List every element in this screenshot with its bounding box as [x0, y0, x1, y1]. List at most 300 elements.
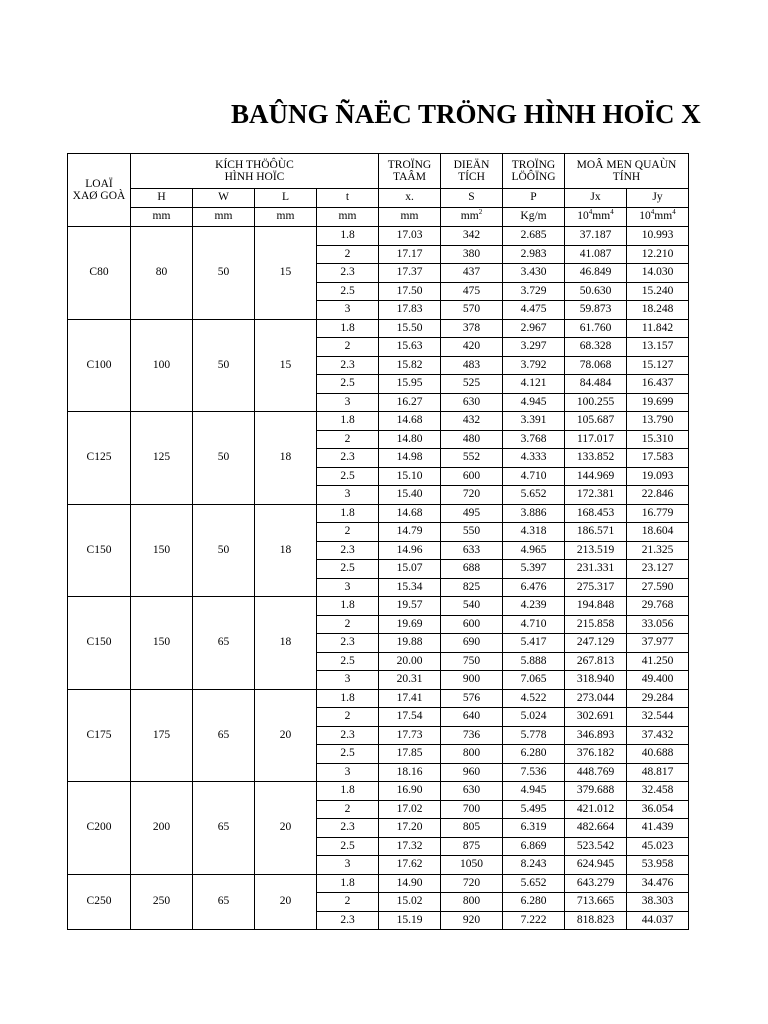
cell-value: 16.90	[379, 782, 441, 801]
cell-type: C80	[68, 227, 131, 320]
cell-value: 10.993	[627, 227, 689, 246]
cell-value: 3.729	[503, 282, 565, 301]
header-dims-line2: HÌNH HOÏC	[224, 171, 285, 183]
cell-value: 275.317	[565, 578, 627, 597]
cell-value: 50.630	[565, 282, 627, 301]
cell-value: 2	[317, 523, 379, 542]
cell-value: 2.983	[503, 245, 565, 264]
cell-value: 19.88	[379, 634, 441, 653]
table-row	[68, 412, 689, 431]
cell-value: 437	[441, 264, 503, 283]
header-inertia-line2: TÍNH	[612, 171, 641, 183]
cell-value: 84.484	[565, 375, 627, 394]
cell-value: 15.240	[627, 282, 689, 301]
cell-value: 3.768	[503, 430, 565, 449]
cell-value: 33.056	[627, 615, 689, 634]
spec-table	[67, 153, 689, 930]
cell-value: 720	[441, 874, 503, 893]
header-weight	[503, 154, 565, 189]
cell-value: 550	[441, 523, 503, 542]
cell-value: 15.10	[379, 467, 441, 486]
cell-value: 267.813	[565, 652, 627, 671]
page-title: BAÛNG ÑAËC TRÖNG HÌNH HOÏC X	[231, 99, 701, 129]
cell-value: 1.8	[317, 504, 379, 523]
unit-jx	[565, 208, 627, 227]
cell-value: 48.817	[627, 763, 689, 782]
cell-value: 2	[317, 338, 379, 357]
cell-value: 19.57	[379, 597, 441, 616]
cell-value: 59.873	[565, 301, 627, 320]
cell-value: 19.69	[379, 615, 441, 634]
cell-value: 800	[441, 893, 503, 912]
cell-value: 15.95	[379, 375, 441, 394]
cell-value: 133.852	[565, 449, 627, 468]
table-row	[68, 319, 689, 338]
cell-type: C150	[68, 504, 131, 597]
cell-value: 14.90	[379, 874, 441, 893]
cell-value: 2	[317, 708, 379, 727]
cell-l: 15	[255, 319, 317, 412]
cell-l: 18	[255, 597, 317, 690]
cell-value: 3.792	[503, 356, 565, 375]
cell-value: 6.476	[503, 578, 565, 597]
unit-jy-mm: mm	[654, 210, 673, 223]
cell-value: 4.239	[503, 597, 565, 616]
cell-value: 4.318	[503, 523, 565, 542]
cell-value: 15.34	[379, 578, 441, 597]
cell-w: 65	[193, 782, 255, 875]
cell-value: 630	[441, 393, 503, 412]
cell-l: 20	[255, 874, 317, 930]
cell-value: 2	[317, 615, 379, 634]
cell-value: 20.31	[379, 671, 441, 690]
cell-value: 21.325	[627, 541, 689, 560]
cell-value: 825	[441, 578, 503, 597]
cell-value: 17.50	[379, 282, 441, 301]
cell-value: 2.5	[317, 375, 379, 394]
cell-value: 552	[441, 449, 503, 468]
cell-value: 17.54	[379, 708, 441, 727]
cell-value: 14.68	[379, 504, 441, 523]
cell-value: 600	[441, 615, 503, 634]
cell-value: 2.3	[317, 356, 379, 375]
cell-value: 1.8	[317, 874, 379, 893]
cell-value: 900	[441, 671, 503, 690]
cell-value: 346.893	[565, 726, 627, 745]
symbol-p: P	[503, 189, 565, 208]
cell-value: 800	[441, 745, 503, 764]
cell-value: 1.8	[317, 227, 379, 246]
cell-value: 1.8	[317, 319, 379, 338]
cell-value: 53.958	[627, 856, 689, 875]
cell-value: 4.475	[503, 301, 565, 320]
cell-value: 2.5	[317, 282, 379, 301]
cell-h: 100	[131, 319, 193, 412]
cell-value: 570	[441, 301, 503, 320]
cell-value: 4.710	[503, 615, 565, 634]
cell-value: 15.310	[627, 430, 689, 449]
header-weight-line2: LÖÔÏNG	[511, 171, 556, 183]
cell-value: 40.688	[627, 745, 689, 764]
unit-jy-sup: 4	[672, 208, 676, 217]
cell-value: 3	[317, 671, 379, 690]
spec-table-body	[68, 227, 689, 930]
cell-h: 200	[131, 782, 193, 875]
cell-value: 13.157	[627, 338, 689, 357]
cell-value: 2.967	[503, 319, 565, 338]
unit-h: mm	[131, 208, 193, 227]
cell-value: 273.044	[565, 689, 627, 708]
cell-value: 6.280	[503, 745, 565, 764]
cell-value: 3.391	[503, 412, 565, 431]
cell-value: 3.886	[503, 504, 565, 523]
cell-value: 78.068	[565, 356, 627, 375]
cell-value: 875	[441, 837, 503, 856]
cell-value: 1.8	[317, 782, 379, 801]
cell-value: 378	[441, 319, 503, 338]
cell-value: 13.790	[627, 412, 689, 431]
unit-jx-exp: 4	[588, 208, 593, 217]
cell-value: 16.779	[627, 504, 689, 523]
cell-value: 14.80	[379, 430, 441, 449]
cell-value: 14.68	[379, 412, 441, 431]
cell-value: 29.768	[627, 597, 689, 616]
cell-value: 475	[441, 282, 503, 301]
cell-value: 41.439	[627, 819, 689, 838]
cell-w: 50	[193, 504, 255, 597]
cell-value: 16.27	[379, 393, 441, 412]
cell-value: 18.248	[627, 301, 689, 320]
cell-value: 36.054	[627, 800, 689, 819]
cell-value: 18.16	[379, 763, 441, 782]
cell-value: 525	[441, 375, 503, 394]
symbol-t: t	[317, 189, 379, 208]
cell-value: 480	[441, 430, 503, 449]
cell-type: C150	[68, 597, 131, 690]
cell-value: 1.8	[317, 412, 379, 431]
cell-value: 19.699	[627, 393, 689, 412]
symbol-w: W	[193, 189, 255, 208]
header-centroid	[379, 154, 441, 189]
cell-value: 3	[317, 393, 379, 412]
cell-value: 2.3	[317, 264, 379, 283]
cell-value: 4.945	[503, 782, 565, 801]
cell-value: 44.037	[627, 911, 689, 930]
cell-value: 690	[441, 634, 503, 653]
cell-value: 3	[317, 301, 379, 320]
unit-w: mm	[193, 208, 255, 227]
header-type-line1: LOAÏ	[85, 178, 113, 190]
cell-value: 576	[441, 689, 503, 708]
cell-value: 247.129	[565, 634, 627, 653]
cell-value: 37.432	[627, 726, 689, 745]
cell-value: 6.280	[503, 893, 565, 912]
cell-value: 46.849	[565, 264, 627, 283]
cell-value: 640	[441, 708, 503, 727]
cell-value: 32.544	[627, 708, 689, 727]
cell-value: 2.3	[317, 449, 379, 468]
cell-value: 186.571	[565, 523, 627, 542]
unit-s-base: mm	[460, 210, 479, 223]
cell-value: 2.5	[317, 467, 379, 486]
cell-value: 700	[441, 800, 503, 819]
header-inertia-line1: MOÂ MEN QUAÙN	[576, 159, 677, 171]
cell-value: 12.210	[627, 245, 689, 264]
table-row	[68, 874, 689, 893]
cell-value: 17.62	[379, 856, 441, 875]
cell-value: 688	[441, 560, 503, 579]
unit-jy	[627, 208, 689, 227]
cell-value: 7.222	[503, 911, 565, 930]
cell-value: 22.846	[627, 486, 689, 505]
unit-jy-exp: 4	[650, 208, 655, 217]
cell-value: 8.243	[503, 856, 565, 875]
cell-value: 3.430	[503, 264, 565, 283]
table-row	[68, 689, 689, 708]
unit-jx-pow: 10	[577, 210, 589, 223]
cell-value: 172.381	[565, 486, 627, 505]
cell-w: 50	[193, 412, 255, 505]
cell-value: 4.333	[503, 449, 565, 468]
cell-l: 18	[255, 504, 317, 597]
cell-type: C100	[68, 319, 131, 412]
cell-value: 630	[441, 782, 503, 801]
cell-value: 6.869	[503, 837, 565, 856]
cell-l: 15	[255, 227, 317, 320]
cell-type: C125	[68, 412, 131, 505]
header-dims-line1: KÍCH THÖÔÙC	[215, 159, 294, 171]
cell-value: 117.017	[565, 430, 627, 449]
unit-x: mm	[379, 208, 441, 227]
symbol-s: S	[441, 189, 503, 208]
cell-value: 4.121	[503, 375, 565, 394]
cell-value: 15.07	[379, 560, 441, 579]
cell-value: 713.665	[565, 893, 627, 912]
symbol-jy: Jy	[627, 189, 689, 208]
cell-value: 624.945	[565, 856, 627, 875]
header-inertia	[565, 154, 689, 189]
cell-value: 302.691	[565, 708, 627, 727]
cell-value: 37.187	[565, 227, 627, 246]
cell-value: 20.00	[379, 652, 441, 671]
header-weight-line1: TROÏNG	[511, 159, 556, 171]
unit-jx-mm: mm	[592, 210, 611, 223]
cell-value: 17.20	[379, 819, 441, 838]
cell-value: 720	[441, 486, 503, 505]
cell-h: 150	[131, 504, 193, 597]
cell-value: 17.85	[379, 745, 441, 764]
cell-value: 5.397	[503, 560, 565, 579]
cell-value: 105.687	[565, 412, 627, 431]
symbol-jx: Jx	[565, 189, 627, 208]
cell-value: 4.710	[503, 467, 565, 486]
cell-value: 2	[317, 800, 379, 819]
cell-value: 3	[317, 578, 379, 597]
cell-value: 49.400	[627, 671, 689, 690]
cell-value: 231.331	[565, 560, 627, 579]
cell-value: 482.664	[565, 819, 627, 838]
cell-value: 2.5	[317, 745, 379, 764]
cell-value: 5.652	[503, 874, 565, 893]
unit-jx-sup: 4	[610, 208, 614, 217]
cell-value: 5.888	[503, 652, 565, 671]
cell-w: 65	[193, 874, 255, 930]
table-row	[68, 782, 689, 801]
cell-value: 2.5	[317, 652, 379, 671]
unit-jy-pow: 10	[639, 210, 651, 223]
cell-value: 7.065	[503, 671, 565, 690]
table-row	[68, 227, 689, 246]
cell-value: 17.583	[627, 449, 689, 468]
cell-value: 2.685	[503, 227, 565, 246]
cell-l: 20	[255, 782, 317, 875]
cell-value: 2.5	[317, 560, 379, 579]
cell-value: 61.760	[565, 319, 627, 338]
cell-value: 15.50	[379, 319, 441, 338]
cell-value: 600	[441, 467, 503, 486]
cell-value: 7.536	[503, 763, 565, 782]
cell-value: 1050	[441, 856, 503, 875]
cell-value: 432	[441, 412, 503, 431]
cell-value: 17.17	[379, 245, 441, 264]
symbol-x: x.	[379, 189, 441, 208]
cell-value: 380	[441, 245, 503, 264]
cell-h: 250	[131, 874, 193, 930]
cell-value: 5.652	[503, 486, 565, 505]
header-area-line2: TÍCH	[458, 171, 485, 183]
cell-value: 5.495	[503, 800, 565, 819]
cell-value: 68.328	[565, 338, 627, 357]
cell-w: 50	[193, 319, 255, 412]
cell-value: 4.522	[503, 689, 565, 708]
cell-value: 2	[317, 245, 379, 264]
cell-value: 19.093	[627, 467, 689, 486]
unit-t: mm	[317, 208, 379, 227]
cell-value: 2	[317, 430, 379, 449]
cell-value: 18.604	[627, 523, 689, 542]
cell-h: 125	[131, 412, 193, 505]
cell-value: 4.965	[503, 541, 565, 560]
cell-value: 448.769	[565, 763, 627, 782]
cell-value: 1.8	[317, 597, 379, 616]
cell-value: 17.03	[379, 227, 441, 246]
cell-value: 17.32	[379, 837, 441, 856]
header-type-line2: XAØ GOÀ	[72, 190, 126, 202]
cell-w: 50	[193, 227, 255, 320]
cell-value: 29.284	[627, 689, 689, 708]
cell-value: 376.182	[565, 745, 627, 764]
cell-value: 2.3	[317, 911, 379, 930]
symbol-l: L	[255, 189, 317, 208]
cell-value: 100.255	[565, 393, 627, 412]
unit-s	[441, 208, 503, 227]
cell-type: C250	[68, 874, 131, 930]
cell-value: 215.858	[565, 615, 627, 634]
cell-w: 65	[193, 597, 255, 690]
cell-value: 2.3	[317, 819, 379, 838]
cell-type: C200	[68, 782, 131, 875]
cell-value: 2.5	[317, 837, 379, 856]
cell-value: 32.458	[627, 782, 689, 801]
header-area-line1: DIEÄN	[453, 159, 490, 171]
cell-value: 2.3	[317, 541, 379, 560]
cell-value: 15.82	[379, 356, 441, 375]
cell-value: 3	[317, 763, 379, 782]
cell-value: 213.519	[565, 541, 627, 560]
cell-value: 4.945	[503, 393, 565, 412]
cell-value: 5.778	[503, 726, 565, 745]
header-centroid-line1: TROÏNG	[387, 159, 432, 171]
cell-value: 2.3	[317, 726, 379, 745]
cell-value: 421.012	[565, 800, 627, 819]
cell-value: 194.848	[565, 597, 627, 616]
cell-value: 15.63	[379, 338, 441, 357]
header-centroid-line2: TAÂM	[393, 171, 426, 183]
cell-type: C175	[68, 689, 131, 782]
cell-value: 6.319	[503, 819, 565, 838]
cell-value: 540	[441, 597, 503, 616]
cell-w: 65	[193, 689, 255, 782]
cell-value: 41.250	[627, 652, 689, 671]
cell-value: 920	[441, 911, 503, 930]
cell-l: 20	[255, 689, 317, 782]
cell-value: 16.437	[627, 375, 689, 394]
cell-value: 379.688	[565, 782, 627, 801]
cell-value: 14.96	[379, 541, 441, 560]
unit-p: Kg/m	[503, 208, 565, 227]
cell-value: 3	[317, 486, 379, 505]
cell-value: 2.3	[317, 634, 379, 653]
cell-value: 483	[441, 356, 503, 375]
cell-value: 17.02	[379, 800, 441, 819]
header-type	[68, 154, 131, 227]
cell-value: 11.842	[627, 319, 689, 338]
cell-value: 14.79	[379, 523, 441, 542]
cell-value: 17.73	[379, 726, 441, 745]
cell-value: 633	[441, 541, 503, 560]
cell-value: 38.303	[627, 893, 689, 912]
cell-value: 5.417	[503, 634, 565, 653]
cell-value: 3	[317, 856, 379, 875]
cell-value: 17.37	[379, 264, 441, 283]
cell-value: 318.940	[565, 671, 627, 690]
cell-value: 2	[317, 893, 379, 912]
cell-value: 736	[441, 726, 503, 745]
cell-value: 495	[441, 504, 503, 523]
cell-value: 27.590	[627, 578, 689, 597]
cell-value: 420	[441, 338, 503, 357]
cell-value: 818.823	[565, 911, 627, 930]
symbol-h: H	[131, 189, 193, 208]
cell-value: 23.127	[627, 560, 689, 579]
header-dimensions	[131, 154, 379, 189]
cell-value: 805	[441, 819, 503, 838]
unit-l: mm	[255, 208, 317, 227]
cell-value: 45.023	[627, 837, 689, 856]
cell-h: 175	[131, 689, 193, 782]
cell-value: 41.087	[565, 245, 627, 264]
unit-s-sup: 2	[478, 208, 483, 217]
cell-value: 5.024	[503, 708, 565, 727]
table-row	[68, 504, 689, 523]
cell-h: 80	[131, 227, 193, 320]
cell-value: 34.476	[627, 874, 689, 893]
cell-value: 14.98	[379, 449, 441, 468]
cell-value: 342	[441, 227, 503, 246]
cell-value: 1.8	[317, 689, 379, 708]
cell-l: 18	[255, 412, 317, 505]
table-row	[68, 597, 689, 616]
